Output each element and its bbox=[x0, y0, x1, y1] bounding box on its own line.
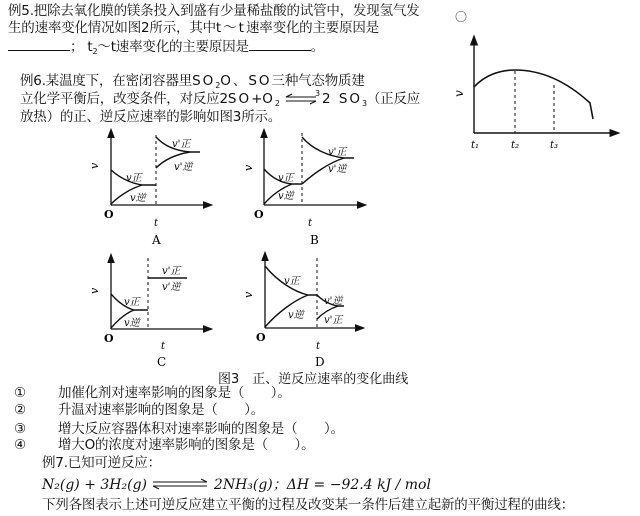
question-2 bbox=[14, 402, 264, 419]
svg-text:v'正: v'正 bbox=[162, 266, 181, 277]
chem-so2: SO bbox=[227, 91, 252, 107]
svg-text:v'逆: v'逆 bbox=[328, 164, 347, 175]
chem-so3: 2 SO bbox=[321, 91, 363, 107]
figure3-panel-d bbox=[240, 250, 370, 370]
example6-line3: 放热）的正、逆反应速率的影响如图3所示。 bbox=[20, 109, 282, 125]
svg-text:A: A bbox=[152, 233, 161, 247]
figure3-panel-a bbox=[90, 125, 220, 250]
figure2-rate-curve bbox=[440, 0, 640, 160]
t-symbol: t bbox=[87, 39, 93, 55]
equation-products: 2NH₃(g)；ΔH = −92.4 kJ / mol bbox=[213, 477, 431, 493]
svg-text:v逆: v逆 bbox=[124, 318, 140, 329]
figure3-panel-b bbox=[240, 125, 370, 250]
question-text: 加催化剂对速率影响的图象是（ ）。 bbox=[58, 385, 291, 401]
superscript: 3 bbox=[314, 89, 320, 98]
svg-text:t₁: t₁ bbox=[471, 140, 480, 151]
chem-so2: SO bbox=[192, 73, 216, 89]
svg-text:v逆: v逆 bbox=[130, 193, 146, 204]
chem-o2: O bbox=[262, 91, 275, 107]
svg-text:v正: v正 bbox=[124, 297, 140, 308]
equation-reactants: N₂(g) + 3H₂(g) bbox=[42, 477, 147, 493]
chem-o2: O、 bbox=[220, 73, 249, 89]
svg-text:v: v bbox=[452, 90, 466, 97]
svg-text:v正: v正 bbox=[126, 173, 142, 184]
svg-text:v: v bbox=[242, 291, 255, 298]
text: 速率变化的主要原因是 bbox=[245, 20, 379, 36]
question-4 bbox=[14, 437, 314, 454]
svg-text:v: v bbox=[242, 164, 255, 171]
answer-blank-1[interactable] bbox=[8, 38, 70, 51]
example7-title: 例7.已知可逆反应： bbox=[42, 455, 161, 471]
text: 生的速率变化情况如图2所示，其中 bbox=[8, 20, 216, 36]
example5-line1: 例5.把除去氧化膜的镁条投入到盛有少量稀盐酸的试管中，发现氢气发 bbox=[8, 3, 420, 19]
text: 三种气态物质建 bbox=[271, 73, 365, 89]
svg-text:v: v bbox=[88, 162, 101, 169]
example5-line2 bbox=[8, 20, 379, 37]
question-number: ③ bbox=[14, 421, 26, 437]
question-number: ② bbox=[14, 402, 26, 418]
t-symbol: ～t bbox=[97, 39, 116, 55]
plus: + bbox=[251, 91, 263, 107]
svg-text:t₃: t₃ bbox=[550, 140, 559, 151]
t-subscript: 2 bbox=[92, 47, 98, 56]
answer-blank-2[interactable] bbox=[249, 38, 311, 51]
svg-text:O: O bbox=[254, 208, 264, 221]
equilibrium-arrow-icon bbox=[151, 479, 209, 489]
svg-text:C: C bbox=[157, 355, 167, 369]
svg-text:t: t bbox=[316, 341, 321, 352]
text: 立化学平衡后，改变条件，对反应2 bbox=[20, 91, 228, 107]
svg-text:v正: v正 bbox=[284, 276, 300, 287]
text: （正反应 bbox=[366, 91, 421, 107]
subscript: 3 bbox=[362, 99, 367, 108]
svg-text:t: t bbox=[308, 218, 313, 229]
svg-text:v'逆: v'逆 bbox=[174, 162, 193, 173]
svg-text:v正: v正 bbox=[278, 173, 294, 184]
text: 例6.某温度下，在密闭容器里 bbox=[20, 73, 193, 89]
time-range bbox=[87, 39, 115, 55]
svg-text:O: O bbox=[104, 332, 114, 345]
question-number: ④ bbox=[14, 437, 26, 453]
example5-line3 bbox=[8, 38, 324, 60]
svg-text:v逆: v逆 bbox=[278, 191, 294, 202]
svg-text:v'逆: v'逆 bbox=[324, 296, 343, 307]
svg-text:t: t bbox=[161, 341, 166, 352]
svg-text:O: O bbox=[104, 208, 114, 221]
svg-text:t: t bbox=[154, 218, 159, 229]
question-text: 增大O的浓度对速率影响的图象是（ ）。 bbox=[58, 437, 315, 453]
figure3-panel-c bbox=[90, 250, 220, 370]
equilibrium-arrow-icon bbox=[284, 91, 318, 108]
svg-text:v: v bbox=[88, 287, 101, 294]
text: 速率变化的主要原因是 bbox=[115, 39, 249, 55]
svg-text:v'正: v'正 bbox=[172, 139, 191, 150]
question-3 bbox=[14, 421, 344, 438]
figure2-label: 〇 bbox=[455, 10, 468, 24]
period: 。 bbox=[310, 39, 325, 55]
svg-text:v'逆: v'逆 bbox=[162, 282, 181, 293]
example7-equation bbox=[42, 474, 431, 494]
svg-text:t₂: t₂ bbox=[511, 140, 520, 151]
time-range: t～t bbox=[215, 20, 246, 36]
question-number: ① bbox=[14, 385, 26, 401]
svg-text:v'正: v'正 bbox=[324, 315, 343, 326]
question-text: 增大反应容器体积对速率影响的图象是（ ）。 bbox=[58, 421, 344, 437]
separator: ； bbox=[70, 39, 84, 55]
figure3-caption: 图3 正、逆反应速率的变化曲线 bbox=[218, 372, 409, 387]
svg-text:D: D bbox=[315, 355, 325, 369]
svg-text:B: B bbox=[310, 233, 319, 247]
question-1 bbox=[14, 385, 291, 402]
svg-text:v'正: v'正 bbox=[328, 147, 347, 158]
chem-so3: SO bbox=[248, 73, 272, 89]
svg-text:v逆: v逆 bbox=[288, 310, 304, 321]
subscript: 2 bbox=[274, 99, 280, 108]
example7-description: 下列各图表示上述可逆反应建立平衡的过程及改变某一条件后建立起新的平衡过程的曲线： bbox=[42, 497, 574, 513]
svg-text:O: O bbox=[256, 331, 266, 344]
subscript: 2 bbox=[215, 81, 221, 90]
question-text: 升温对速率影响的图象是（ ）。 bbox=[58, 402, 265, 418]
